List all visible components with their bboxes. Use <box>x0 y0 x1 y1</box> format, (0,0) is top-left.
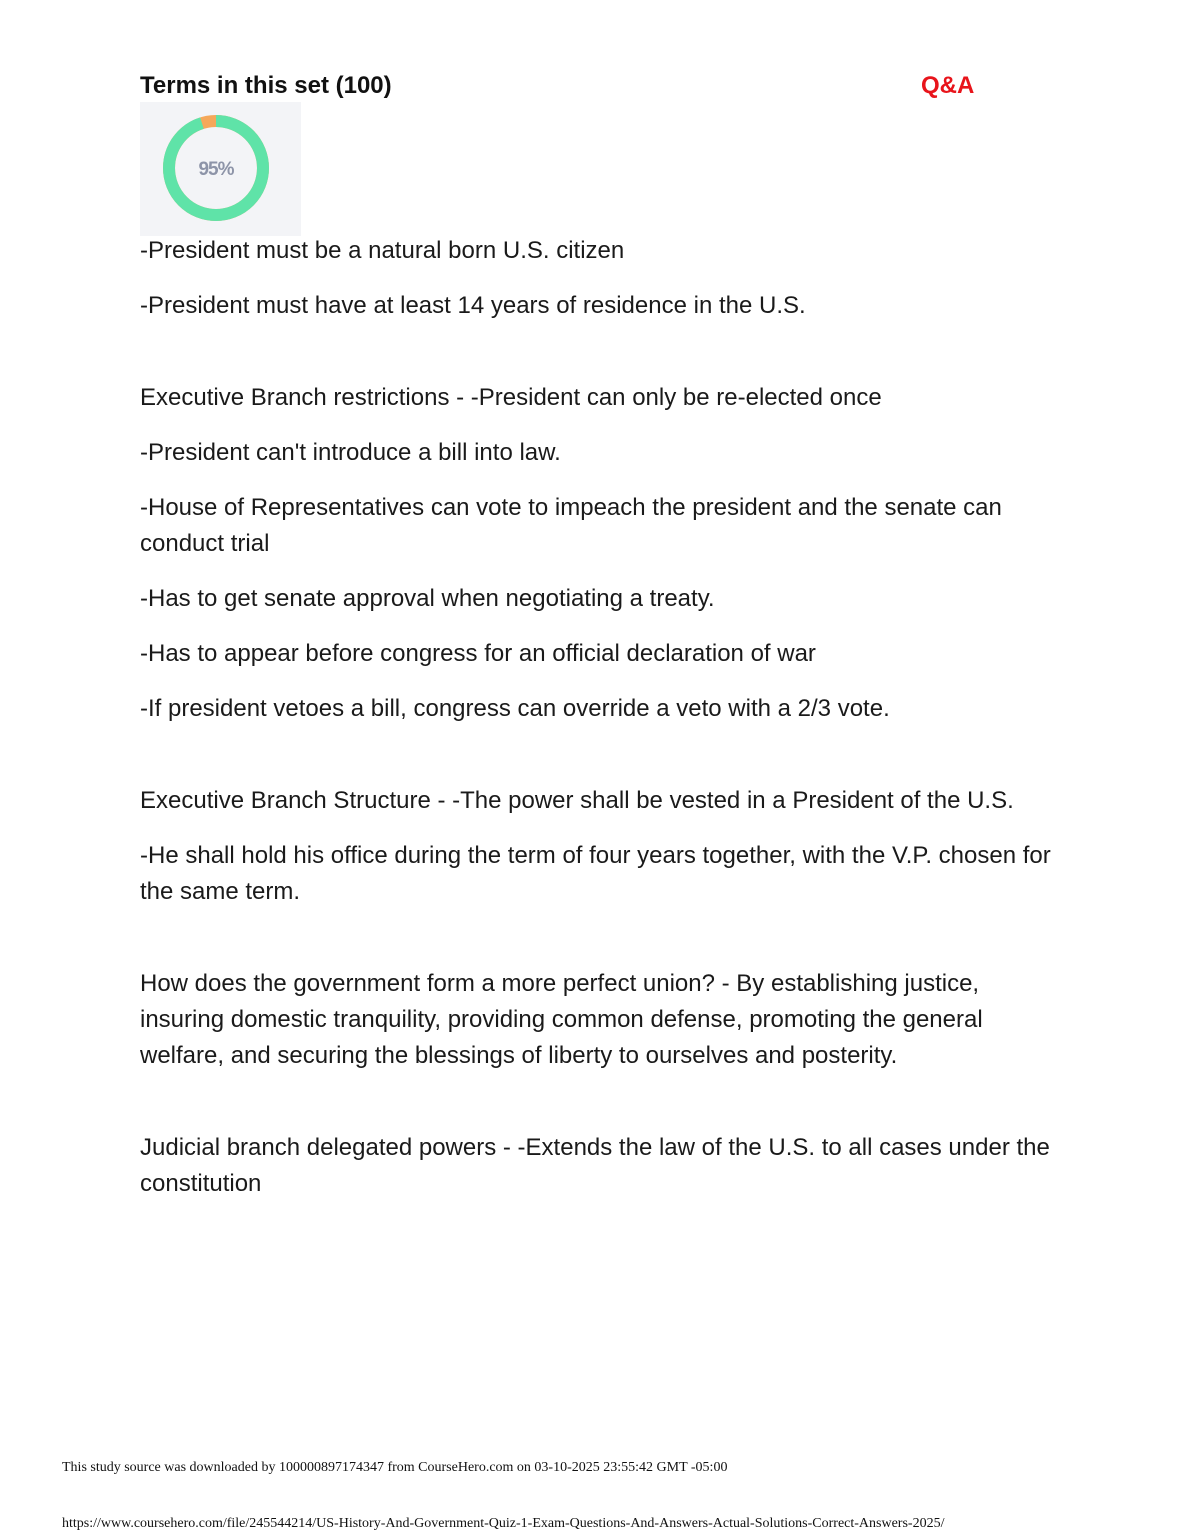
term-perfect-union <box>140 966 1060 1074</box>
term-line: -President must be a natural born U.S. citizen <box>140 237 625 264</box>
term-line: -Has to get senate approval when negotiating a treaty. <box>140 585 715 612</box>
intro-block <box>140 233 1060 324</box>
term-line: -President must have at least 14 years of residence in the U.S. <box>140 292 806 319</box>
set-title: Terms in this set (100) <box>140 72 392 99</box>
source-url[interactable]: https://www.coursehero.com/file/245544214/US-History-And-Government-Quiz-1-Exam-Questions-And-Answers-Actual-Solutions-Correct-Answers-2025/ <box>62 1516 945 1531</box>
term-executive-restrictions <box>140 380 1060 727</box>
qa-label: Q&A <box>921 72 975 99</box>
term-line: Executive Branch Structure - -The power shall be vested in a President of the U.S. <box>140 787 1014 814</box>
term-line: -House of Representatives can vote to impeach the president and the senate can conduct trial <box>140 494 1002 557</box>
term-executive-structure <box>140 783 1060 910</box>
term-judicial-powers <box>140 1130 1060 1202</box>
progress-card <box>140 102 301 236</box>
term-line: -President can't introduce a bill into law. <box>140 439 561 466</box>
term-line: -If president vetoes a bill, congress can override a veto with a 2/3 vote. <box>140 695 890 722</box>
term-line: -Has to appear before congress for an official declaration of war <box>140 640 816 667</box>
download-note: This study source was downloaded by 100000897174347 from CourseHero.com on 03-10-2025 23:55:42 GMT -05:00 <box>62 1460 728 1475</box>
term-line: How does the government form a more perfect union? - By establishing justice, insuring domestic tranquility, providing common defense, promoting the general welfare, and securing the blessings of liberty to ourselves and posterity. <box>140 970 983 1069</box>
term-line: Judicial branch delegated powers - -Extends the law of the U.S. to all cases under the constitution <box>140 1134 1050 1197</box>
terms-content <box>140 233 1060 1221</box>
progress-ring-chart <box>140 102 301 236</box>
term-line: Executive Branch restrictions - -President can only be re-elected once <box>140 384 882 411</box>
progress-percent-label: 95% <box>198 159 234 180</box>
term-line: -He shall hold his office during the term of four years together, with the V.P. chosen for the same term. <box>140 842 1051 905</box>
